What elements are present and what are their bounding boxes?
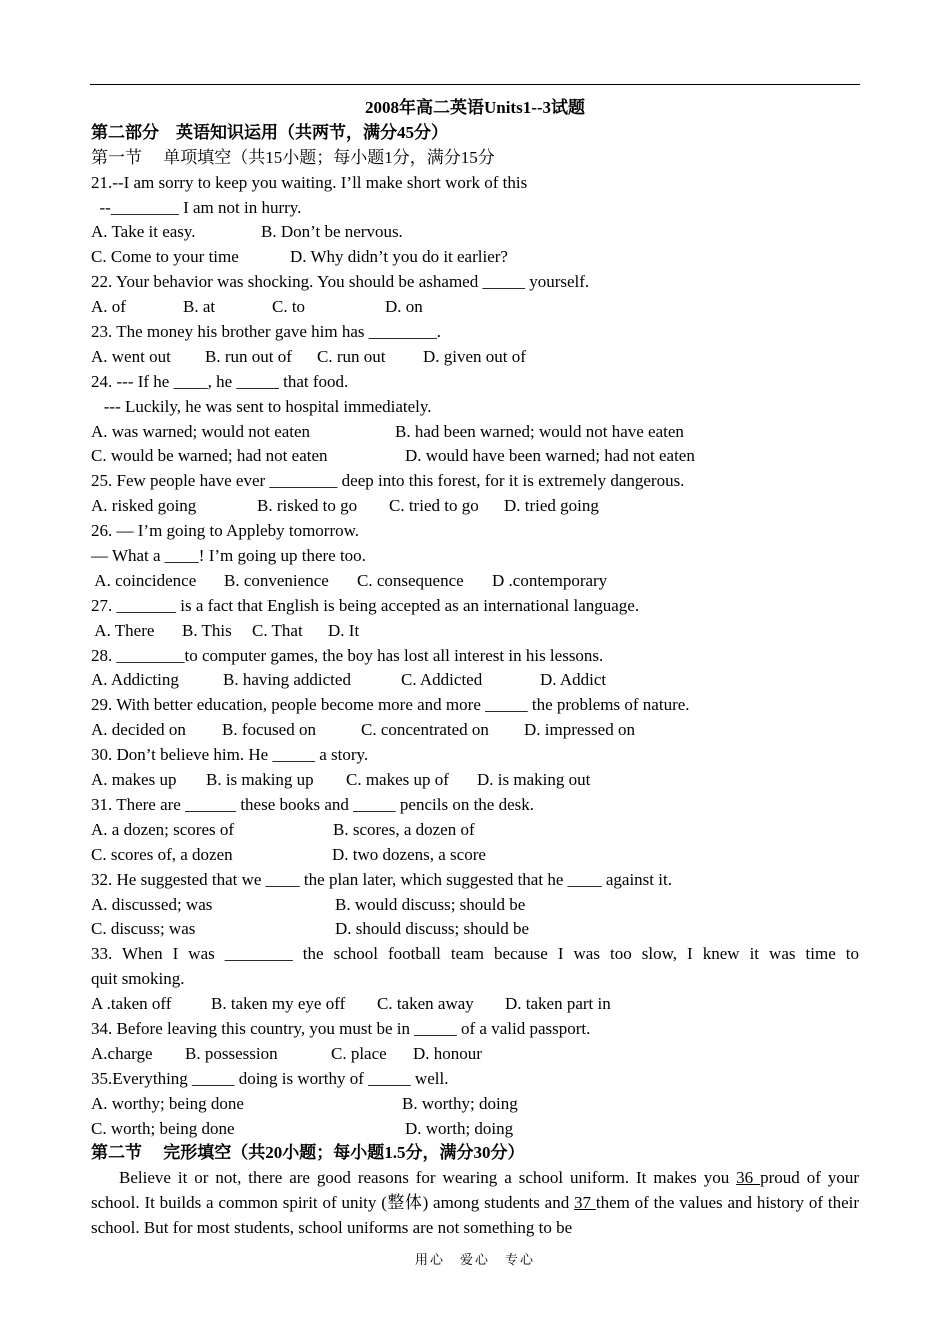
option-d: D. It <box>328 620 360 640</box>
option-b: B. focused on <box>222 720 316 740</box>
option-a: A. risked going <box>91 496 197 516</box>
option-c: C. to <box>272 297 306 317</box>
option-d: D. on <box>385 297 423 317</box>
option-b: B. Don’t be nervous. <box>261 222 403 242</box>
option-b: B. at <box>183 297 216 317</box>
option-d: D. Why didn’t you do it earlier? <box>290 247 508 267</box>
option-b: B. convenience <box>224 570 329 590</box>
question-27-options <box>91 619 859 644</box>
option-d: D. should discuss; should be <box>335 919 530 939</box>
question-35-options-ab <box>91 1092 859 1117</box>
option-b: B. had been warned; would not have eaten <box>395 421 684 441</box>
question-31-options-cd <box>91 843 859 868</box>
top-rule <box>90 84 860 85</box>
option-c: C. run out <box>317 346 386 366</box>
question-32-stem: 32. He suggested that we ____ the plan later, which suggested that he ____ against it. <box>91 869 672 889</box>
option-a: A. discussed; was <box>91 894 213 914</box>
option-c: C. scores of, a dozen <box>91 844 233 864</box>
question-31-options-ab <box>91 818 859 843</box>
question-24-stem: 24. --- If he ____, he _____ that food. <box>91 371 349 391</box>
option-c: C. consequence <box>357 570 464 590</box>
question-25-options <box>91 494 859 519</box>
question-31-stem: 31. There are ______ these books and _____ pencils on the desk. <box>91 794 535 814</box>
option-a: A. Addicting <box>91 670 179 690</box>
part2-heading: 第二部分 英语知识运用（共两节，满分45分） <box>91 122 448 142</box>
question-24-options-cd <box>91 444 859 469</box>
option-c: C. discuss; was <box>91 919 196 939</box>
page-footer: 用心 爱心 专心 <box>414 1252 535 1267</box>
option-b: B. taken my eye off <box>211 994 346 1014</box>
question-32-options-cd <box>91 917 859 942</box>
option-a: A. decided on <box>91 720 186 740</box>
option-a: A. worthy; being done <box>91 1093 244 1113</box>
question-26-options <box>91 569 859 594</box>
option-b: B. run out of <box>205 346 292 366</box>
option-b: B. scores, a dozen of <box>333 819 475 839</box>
page-title: 2008年高二英语Units1--3试题 <box>364 98 586 117</box>
section1-heading: 第一节 单项填空（共15小题；每小题1分，满分15分 <box>91 147 495 167</box>
option-d: D. worth; doing <box>405 1118 514 1138</box>
option-a: A. of <box>91 297 126 317</box>
question-21-options-cd <box>91 245 859 270</box>
question-26-stem: 26. — I’m going to Appleby tomorrow. <box>91 521 360 541</box>
option-d: D. impressed on <box>524 720 635 740</box>
option-a: A. was warned; would not eaten <box>91 421 311 441</box>
option-b: B. having addicted <box>223 670 351 690</box>
question-35-stem: 35.Everything _____ doing is worthy of _____ well. <box>91 1068 449 1088</box>
option-b: B. This <box>182 620 232 640</box>
question-21-options-ab <box>91 220 859 245</box>
question-28-options <box>91 668 859 693</box>
option-d: D. would have been warned; had not eaten <box>405 446 695 466</box>
question-33-options <box>91 992 859 1017</box>
question-23-options <box>91 345 859 370</box>
option-a: A. makes up <box>91 770 177 790</box>
option-a: A. went out <box>91 346 171 366</box>
question-25-stem: 25. Few people have ever ________ deep into this forest, for it is extremely dangerous. <box>91 471 685 491</box>
passage-text-3: them of the values and history of their school. But for most students, school uniforms are not something to be <box>91 1193 860 1238</box>
option-b: B. is making up <box>206 770 314 790</box>
question-29-options <box>91 718 859 743</box>
option-b: B. risked to go <box>257 496 358 516</box>
blank-36: 36 <box>736 1168 761 1188</box>
option-b: B. would discuss; should be <box>335 894 526 914</box>
blank-37: 37 <box>574 1193 596 1213</box>
option-c: C. That <box>252 620 303 640</box>
option-c: C. would be warned; had not eaten <box>91 446 328 466</box>
question-27-stem: 27. _______ is a fact that English is being accepted as an international language. <box>91 595 640 615</box>
option-d: D. tried going <box>504 496 599 516</box>
option-a: A. a dozen; scores of <box>91 819 235 839</box>
option-d: D. honour <box>413 1043 482 1063</box>
question-32-options-ab <box>91 893 859 918</box>
question-28-stem: 28. ________to computer games, the boy has lost all interest in his lessons. <box>91 645 604 665</box>
question-22-stem: 22. Your behavior was shocking. You should be ashamed _____ yourself. <box>91 272 590 292</box>
passage-text-2: proud of your school. It builds a common spirit of unity (整体) among students and <box>91 1168 859 1213</box>
option-a: A. Take it easy. <box>91 222 196 242</box>
question-22-options <box>91 295 859 320</box>
option-d: D. taken part in <box>505 994 611 1014</box>
section2-heading: 第二节 完形填空（共20小题；每小题1.5分，满分30分） <box>91 1143 525 1163</box>
question-24-reply: --- Luckily, he was sent to hospital immediately. <box>91 396 432 416</box>
option-d: D. two dozens, a score <box>332 844 486 864</box>
question-34-options <box>91 1042 859 1067</box>
option-c: C. concentrated on <box>361 720 489 740</box>
option-b: B. worthy; doing <box>402 1093 518 1113</box>
option-c: C. tried to go <box>389 496 479 516</box>
option-a: A. coincidence <box>91 570 197 590</box>
question-30-options <box>91 768 859 793</box>
option-d: D. given out of <box>423 346 526 366</box>
question-24-options-ab <box>91 420 859 445</box>
option-d: D. Addict <box>540 670 607 690</box>
question-30-stem: 30. Don’t believe him. He _____ a story. <box>91 745 369 765</box>
option-c: C. taken away <box>377 994 474 1014</box>
option-b: B. possession <box>185 1043 278 1063</box>
question-21-stem: 21.--I am sorry to keep you waiting. I’ll make short work of this <box>91 172 528 192</box>
exam-content <box>91 96 859 1241</box>
question-26-reply: — What a ____! I’m going up there too. <box>91 546 366 566</box>
option-d: D. is making out <box>477 770 591 790</box>
option-c: C. place <box>331 1043 387 1063</box>
option-c: C. worth; being done <box>91 1118 235 1138</box>
cloze-passage <box>91 1166 859 1241</box>
passage-text-1: Believe it or not, there are good reasons for wearing a school uniform. It makes you <box>119 1168 737 1188</box>
option-c: C. Addicted <box>401 670 483 690</box>
question-23-stem: 23. The money his brother gave him has ________. <box>91 322 442 342</box>
question-34-stem: 34. Before leaving this country, you must be in _____ of a valid passport. <box>91 1018 591 1038</box>
option-a: A.charge <box>91 1043 153 1063</box>
option-c: C. makes up of <box>346 770 449 790</box>
question-21-reply: --________ I am not in hurry. <box>91 197 302 217</box>
question-33-stem-line2: quit smoking. <box>91 969 185 989</box>
question-33-stem-line1: 33. When I was ________ the school football team because I was too slow, I knew it was time to <box>91 944 859 964</box>
question-35-options-cd <box>91 1117 859 1142</box>
option-a: A. There <box>91 620 155 640</box>
option-d: D .contemporary <box>492 570 608 590</box>
question-29-stem: 29. With better education, people become more and more _____ the problems of nature. <box>91 695 690 715</box>
option-a: A .taken off <box>91 994 172 1014</box>
option-c: C. Come to your time <box>91 247 239 267</box>
